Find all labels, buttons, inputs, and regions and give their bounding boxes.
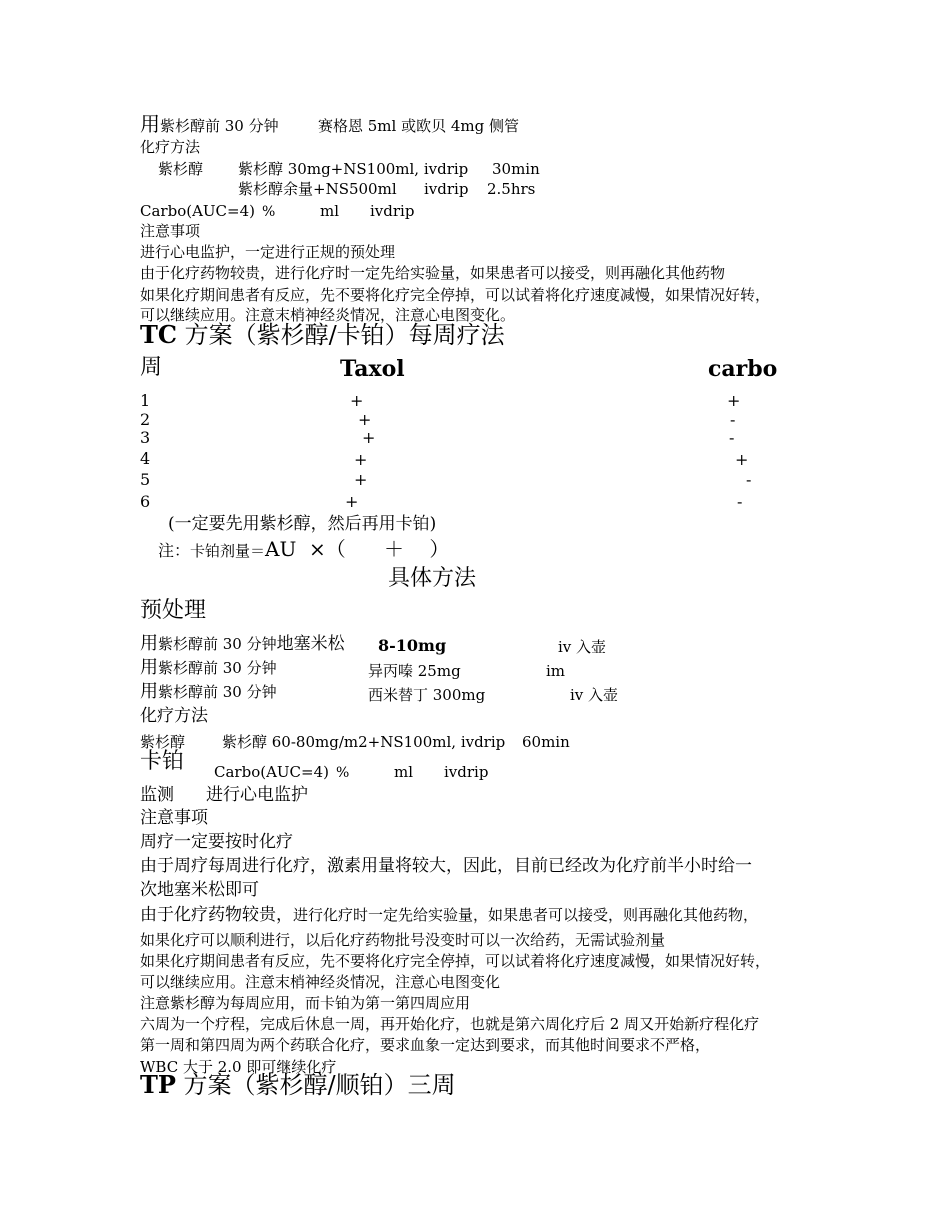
table-row-carbo: + <box>727 391 741 410</box>
tc-note-line: 如果化疗期间患者有反应，先不要将化疗完全停掉，可以试着将化疗速度减慢，如果情况好转， <box>140 952 771 970</box>
tc-carbo-name: 卡铂 <box>140 749 185 774</box>
tc-title-rest: 方案（紫杉醇/卡铂）每周疗法 <box>176 321 505 349</box>
table-row-week: 2 <box>140 410 151 429</box>
yong-char: 用 <box>140 657 158 678</box>
pretreat-drug: 西米替丁 300mg <box>368 686 486 704</box>
dose-note-formula: AU ×（ ＋ ） <box>265 537 450 561</box>
tc-note-big: 由于化疗药物较贵， <box>140 905 293 925</box>
table-row-week: 3 <box>140 428 151 447</box>
yong-char: 用 <box>140 681 158 702</box>
tc-note-line: 六周为一个疗程，完成后休息一周，再开始化疗，也就是第六周化疗后 2 周又开始新疗程化疗 <box>140 1015 760 1033</box>
tc-carbo-line-name: Carbo(AUC=4) <box>214 763 329 781</box>
note-line: 如果化疗期间患者有反应，先不要将化疗完全停掉，可以试着将化疗速度减慢，如果情况好转， <box>140 286 771 304</box>
notes-heading: 注意事项 <box>140 222 201 240</box>
note-line: 进行心电监护，一定进行正规的预处理 <box>140 243 396 261</box>
yong-char: 用 <box>140 112 160 136</box>
pretreat-text: 紫杉醇前 30 分钟 <box>158 659 277 677</box>
table-row-week: 4 <box>140 449 151 468</box>
tc-note-line: 可以继续应用。注意末梢神经炎情况，注意心电图变化 <box>140 973 501 991</box>
yong-char: 用 <box>140 633 158 654</box>
pre-text: 紫杉醇前 30 分钟 <box>160 117 279 135</box>
table-row-taxol: + <box>350 391 364 410</box>
tc-title <box>140 320 505 349</box>
table-row-week: 1 <box>140 391 151 410</box>
table-header-carbo: carbo <box>708 356 778 382</box>
pretreat-row <box>140 683 277 701</box>
table-row-carbo: - <box>730 410 736 429</box>
tc-note-line: 由于周疗每周进行化疗，激素用量将较大，因此，目前已经改为化疗前半小时给一 <box>140 856 752 876</box>
table-header-taxol: Taxol <box>340 356 405 382</box>
tc-note-line: 周疗一定要按时化疗 <box>140 832 293 852</box>
pretreat-text: 紫杉醇前 30 分钟 <box>158 683 277 701</box>
tc-taxol-time: 60min <box>522 733 570 751</box>
table-row-carbo: - <box>737 492 743 511</box>
pretreat-drug: 地塞米松 <box>276 634 345 654</box>
pretreat-row <box>140 635 345 653</box>
carbo-line-route: ivdrip <box>370 202 415 220</box>
table-row-week: 5 <box>140 470 151 489</box>
tp-title <box>140 1070 456 1099</box>
method-heading: 化疗方法 <box>140 138 201 156</box>
table-row-week: 6 <box>140 492 151 511</box>
taxol-step-1: 紫杉醇 30mg+NS100ml, ivdrip <box>238 160 469 178</box>
tc-notes-heading: 注意事项 <box>140 808 208 828</box>
tc-note-small: 进行化疗时一定先给实验量，如果患者可以接受，则再融化其他药物， <box>293 906 759 924</box>
table-row-carbo: + <box>735 450 749 469</box>
dose-note-label: 卡铂剂量＝ <box>190 542 266 560</box>
tc-title-bold: TC <box>140 320 177 349</box>
carbo-line-ml: ml <box>320 202 340 220</box>
dose-note-prefix: 注： <box>158 541 191 560</box>
note-line: 可以继续应用。注意末梢神经炎情况，注意心电图变化。 <box>140 306 516 324</box>
table-row-taxol: + <box>354 470 368 489</box>
order-note: (一定要先用紫杉醇，然后再用卡铂) <box>168 514 437 534</box>
pretreat-text: 紫杉醇前 30 分钟 <box>158 635 277 653</box>
monitor-text: 进行心电监护 <box>206 785 308 805</box>
tc-carbo-line-pct: % <box>336 765 350 781</box>
tc-taxol-name: 紫杉醇 <box>140 733 186 751</box>
table-row-taxol: + <box>345 492 359 511</box>
pretreat-route: im <box>546 662 566 680</box>
table-header-week: 周 <box>140 355 163 380</box>
taxol-step-2: 紫杉醇余量+NS500ml <box>238 180 397 198</box>
pretreat-row <box>140 659 277 677</box>
table-row-carbo: - <box>729 428 735 447</box>
taxol-name: 紫杉醇 <box>158 160 204 178</box>
taxol-step-2-time: 2.5hrs <box>487 180 536 198</box>
tc-note-line <box>140 907 758 924</box>
pretreat-heading: 预处理 <box>140 598 207 623</box>
method-title: 具体方法 <box>388 566 477 591</box>
tc-note-line: WBC 大于 2.0 即可继续化疗 <box>140 1058 337 1076</box>
tc-carbo-line-route: ivdrip <box>444 763 489 781</box>
tc-note-line: 如果化疗可以顺利进行，以后化疗药物批号没变时可以一次给药，无需试验剂量 <box>140 931 666 949</box>
taxol-step-2-route: ivdrip <box>424 180 469 198</box>
pretreat-route: iv 入壶 <box>570 686 619 704</box>
dose-note <box>158 539 449 559</box>
note-line: 由于化疗药物较贵，进行化疗时一定先给实验量，如果患者可以接受，则再融化其他药物 <box>140 264 726 282</box>
carbo-line-pct: % <box>262 204 276 220</box>
pre-line <box>140 114 279 134</box>
tc-taxol-step: 紫杉醇 60-80mg/m2+NS100ml, ivdrip <box>222 733 506 751</box>
table-row-taxol: + <box>362 428 376 447</box>
table-row-taxol: + <box>354 450 368 469</box>
pretreat-route: iv 入壶 <box>558 638 607 656</box>
tc-note-line: 次地塞米松即可 <box>140 880 259 900</box>
pretreat-dose: 8-10mg <box>378 636 447 655</box>
tp-title-bold: TP <box>140 1070 176 1099</box>
tc-method-heading: 化疗方法 <box>140 706 208 726</box>
tc-note-line: 注意紫杉醇为每周应用，而卡铂为第一第四周应用 <box>140 994 471 1012</box>
monitor-label: 监测 <box>140 785 174 805</box>
taxol-step-1-time: 30min <box>492 160 540 178</box>
table-row-carbo: - <box>746 470 752 489</box>
carbo-line-name: Carbo(AUC=4) <box>140 202 255 220</box>
pre-drug: 赛格恩 5ml 或欧贝 4mg 侧管 <box>318 117 520 135</box>
table-row-taxol: + <box>358 410 372 429</box>
tp-title-rest: 方案（紫杉醇/顺铂）三周 <box>175 1071 456 1099</box>
tc-carbo-line-ml: ml <box>394 763 414 781</box>
pretreat-drug: 异丙嗪 25mg <box>368 662 461 680</box>
tc-note-line: 第一周和第四周为两个药联合化疗，要求血象一定达到要求，而其他时间要求不严格， <box>140 1036 711 1054</box>
